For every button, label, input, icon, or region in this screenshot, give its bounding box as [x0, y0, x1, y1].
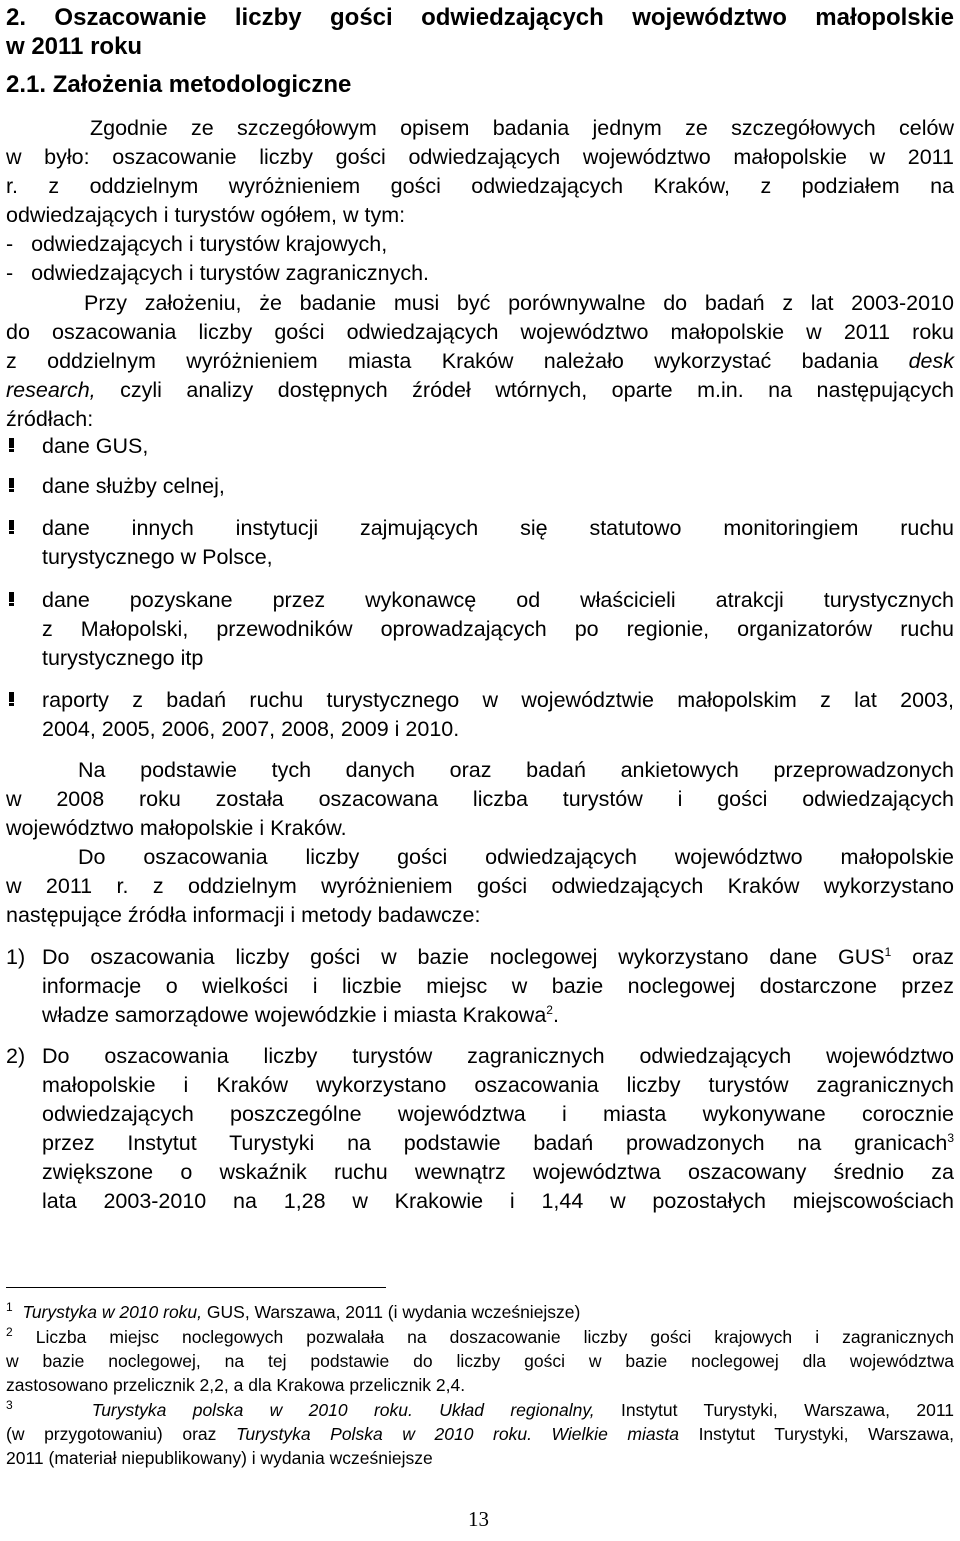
numbered-item-1	[6, 943, 954, 1030]
footnote-1	[6, 1300, 954, 1324]
numbered-item-2-line2: małopolskie i Kraków wykorzystano oszacowania liczby turystów zagranicznych	[42, 1073, 954, 1097]
numbered-item-2-line4	[42, 1129, 954, 1158]
paragraph-intro	[6, 114, 954, 288]
paragraph-assumption-line4	[6, 376, 954, 405]
page-number: 13	[468, 1507, 489, 1531]
bullet-text: turystycznego w Polsce,	[42, 545, 273, 569]
bullet-text: 2004, 2005, 2006, 2007, 2008, 2009 i 2010.	[42, 717, 460, 741]
paragraph-basis-line2: w 2008 roku została oszacowana liczba turystów i gości odwiedzających	[6, 787, 954, 811]
paragraph-sources-line2: w 2011 r. z oddzielnym wyróżnieniem gości odwiedzających Kraków wykorzystano	[6, 874, 954, 898]
bullet-text: dane innych instytucji zajmujących się statutowo monitoringiem ruchu	[42, 516, 954, 540]
exclamation-bullet-icon	[6, 520, 17, 533]
footnote-3-title: Turystyka polska w 2010 roku. Układ regionalny,	[91, 1400, 595, 1420]
bullet-text: raporty z badań ruchu turystycznego w województwie małopolskim z lat 2003,	[42, 688, 954, 712]
paragraph-assumption-line1: Przy założeniu, że badanie musi być porównywalne do badań z lat 2003-2010	[84, 291, 954, 315]
bullet-text: dane służby celnej,	[42, 474, 225, 498]
section-heading-line2: w 2011 roku	[6, 33, 143, 60]
footnote-2	[6, 1325, 954, 1397]
footnote-ref-3[interactable]: 3	[947, 1130, 954, 1145]
numbered-item-1-line1	[42, 943, 954, 972]
numbered-item-2-line6: lata 2003-2010 na 1,28 w Krakowie i 1,44 w pozostałych miejscowościach	[42, 1189, 954, 1213]
footnote-3-title2: Turystyka Polska w 2010 roku. Wielkie miasta	[236, 1424, 679, 1444]
numbered-item-2-text4: przez Instytut Turystyki na podstawie badań prowadzonych na granicach	[42, 1131, 948, 1155]
exclamation-bullet-icon	[6, 592, 17, 605]
paragraph-sources	[6, 843, 954, 930]
paragraph-assumption-line3-text: z oddzielnym wyróżnieniem miasta Kraków należało wykorzystać badania	[6, 349, 879, 373]
bullet-item-customs	[6, 472, 954, 501]
paragraph-assumption-line3	[6, 347, 954, 376]
section-heading	[6, 3, 954, 61]
footnote-3-line2	[6, 1422, 954, 1446]
footnote-3-line1	[6, 1398, 954, 1422]
numbered-item-1-period: .	[552, 1003, 559, 1027]
bullet-text: dane GUS,	[42, 434, 149, 458]
paragraph-intro-line3: r. z oddzielnym wyróżnieniem gości odwiedzających Kraków, z podziałem na	[6, 174, 954, 198]
numbered-item-2-line1: Do oszacowania liczby turystów zagranicznych odwiedzających województwo	[42, 1044, 954, 1068]
paragraph-assumption	[6, 289, 954, 434]
subsection-heading: 2.1. Założenia metodologiczne	[6, 71, 352, 98]
bullet-item-gus	[6, 432, 954, 461]
paragraph-intro-line1: Zgodnie ze szczegółowym opisem badania jednym ze szczegółowych celów	[90, 116, 954, 140]
numbered-item-1-oraz: oraz	[912, 945, 954, 969]
footnote-separator	[6, 1287, 386, 1288]
numbered-item-2	[6, 1042, 954, 1216]
numbered-item-1-line3	[6, 1001, 954, 1030]
dash-item-domestic: - odwiedzających i turystów krajowych,	[6, 232, 388, 256]
paragraph-basis-line3: województwo małopolskie i Kraków.	[6, 816, 347, 840]
numbered-item-1-text3: władze samorządowe wojewódzkie i miasta Krakowa	[42, 1003, 547, 1027]
section-heading-line1: 2. Oszacowanie liczby gości odwiedzających województwo małopolskie	[6, 4, 954, 31]
paragraph-intro-line4: odwiedzających i turystów ogółem, w tym:	[6, 203, 406, 227]
numbered-item-2-line3: odwiedzających poszczególne województwa i miasta wykonywane corocznie	[42, 1102, 954, 1126]
footnote-3-number: 3	[6, 1398, 13, 1413]
research-italic: research,	[6, 378, 96, 402]
footnote-ref-1[interactable]: 1	[884, 944, 892, 959]
footnote-3-text1: Instytut Turystyki, Warszawa, 2011	[621, 1400, 954, 1420]
footnote-2-number: 2	[6, 1325, 13, 1340]
bullet-item-reports	[6, 686, 954, 744]
paragraph-assumption-line4-text: czyli analizy dostępnych źródeł wtórnych, oparte m.in. na następujących	[120, 378, 954, 402]
exclamation-bullet-icon	[6, 692, 17, 705]
bullet-text: turystycznego itp	[42, 646, 204, 670]
footnote-ref-2[interactable]: 2	[546, 1002, 553, 1017]
paragraph-sources-line1: Do oszacowania liczby gości odwiedzających województwo małopolskie	[78, 845, 954, 869]
numbered-item-1-marker: 1)	[6, 945, 26, 969]
numbered-item-2-line5: zwiększone o wskaźnik ruchu wewnątrz województwa oszacowany średnio za	[42, 1160, 954, 1184]
bullet-item-contractor	[6, 586, 954, 673]
dash-item-foreign: - odwiedzających i turystów zagranicznych.	[6, 261, 430, 285]
footnote-3-text2b: Instytut Turystyki, Warszawa,	[698, 1424, 954, 1444]
footnote-3-text2a: (w przygotowaniu) oraz	[6, 1424, 217, 1444]
exclamation-bullet-icon	[6, 478, 17, 491]
footnote-1-text: GUS, Warszawa, 2011 (i wydania wcześniejsze)	[206, 1302, 581, 1322]
footnote-1-title: Turystyka w 2010 roku,	[22, 1302, 203, 1322]
paragraph-basis	[6, 756, 954, 843]
paragraph-basis-line1: Na podstawie tych danych oraz badań ankietowych przeprowadzonych	[78, 758, 954, 782]
footnote-1-line	[6, 1300, 954, 1324]
bullet-text: dane pozyskane przez wykonawcę od właścicieli atrakcji turystycznych	[42, 588, 954, 612]
footnote-3	[6, 1398, 954, 1470]
bullet-text: z Małopolski, przewodników oprowadzających po regionie, organizatorów ruchu	[42, 617, 954, 641]
numbered-item-2-marker: 2)	[6, 1044, 26, 1068]
footnote-2-text1: Liczba miejsc noclegowych pozwalała na doszacowanie liczby gości krajowych i zagranicznych	[35, 1327, 954, 1347]
paragraph-sources-line3: następujące źródła informacji i metody badawcze:	[6, 903, 481, 927]
paragraph-assumption-line5: źródłach:	[6, 407, 94, 431]
footnote-2-line2: w bazie noclegowej, na tej podstawie do liczby gości w bazie noclegowej dla województwa	[6, 1351, 954, 1371]
desk-italic: desk	[908, 349, 954, 373]
bullet-item-institutions	[6, 514, 954, 572]
numbered-item-1-text: Do oszacowania liczby gości w bazie noclegowej wykorzystano dane GUS	[42, 945, 885, 969]
footnote-3-line3: 2011 (materiał niepublikowany) i wydania wcześniejsze	[6, 1448, 433, 1468]
footnote-2-line1	[6, 1325, 954, 1349]
footnote-1-number: 1	[6, 1300, 13, 1315]
numbered-item-1-line2: informacje o wielkości i liczbie miejsc w bazie noclegowej dostarczone przez	[42, 974, 954, 998]
footnote-2-line3: zastosowano przelicznik 2,2, a dla Krakowa przelicznik 2,4.	[6, 1375, 466, 1395]
paragraph-intro-line2: w było: oszacowanie liczby gości odwiedzających województwo małopolskie w 2011	[6, 145, 954, 169]
exclamation-bullet-icon	[6, 438, 17, 451]
paragraph-assumption-line2: do oszacowania liczby gości odwiedzających województwo małopolskie w 2011 roku	[6, 320, 954, 344]
